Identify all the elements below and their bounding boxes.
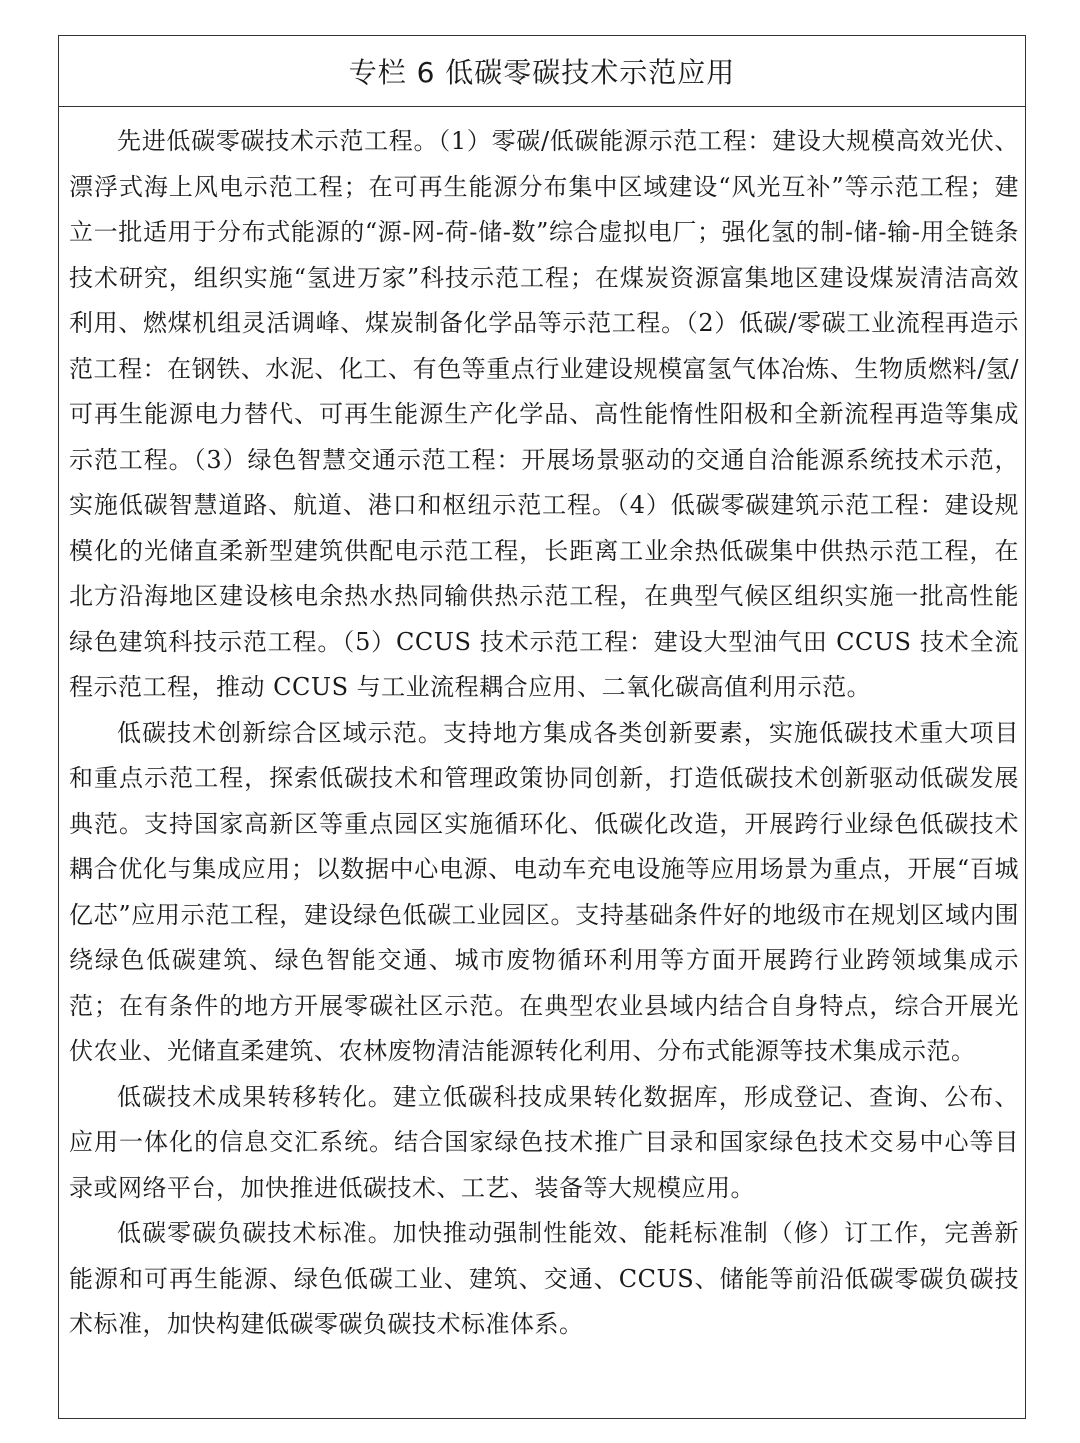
column-content <box>59 107 1025 1348</box>
paragraph-achievement-transfer: 低碳技术成果转移转化。建立低碳科技成果转化数据库，形成登记、查询、公布、应用一体化的信息交汇系统。结合国家绿色技术推广目录和国家绿色技术交易中心等目录或网络平台，加快推进低碳技术、工艺、装备等大规模应用。 <box>69 1082 1019 1202</box>
column-box <box>58 35 1026 1419</box>
paragraph-regional-demo: 低碳技术创新综合区域示范。支持地方集成各类创新要素，实施低碳技术重大项目和重点示范工程，探索低碳技术和管理政策协同创新，打造低碳技术创新驱动低碳发展典范。支持国家高新区等重点园区实施循环化、低碳化改造，开展跨行业绿色低碳技术耦合优化与集成应用；以数据中心电源、电动车充电设施等应用场景为重点，开展“百城亿芯”应用示范工程，建设绿色低碳工业园区。支持基础条件好的地级市在规划区域内围绕绿色低碳建筑、绿色智能交通、城市废物循环利用等方面开展跨行业跨领域集成示范；在有条件的地方开展零碳社区示范。在典型农业县域内结合自身特点，综合开展光伏农业、光储直柔建筑、农林废物清洁能源转化利用、分布式能源等技术集成示范。 <box>69 718 1019 1065</box>
paragraph-technical-standards: 低碳零碳负碳技术标准。加快推动强制性能效、能耗标准制（修）订工作，完善新能源和可再生能源、绿色低碳工业、建筑、交通、CCUS、储能等前沿低碳零碳负碳技术标准，加快构建低碳零碳负碳技术标准体系。 <box>69 1219 1019 1338</box>
column-title: 专栏 6 低碳零碳技术示范应用 <box>59 36 1025 107</box>
paragraph-demo-projects: 先进低碳零碳技术示范工程。（1）零碳/低碳能源示范工程：建设大规模高效光伏、漂浮式海上风电示范工程；在可再生能源分布集中区域建设“风光互补”等示范工程；建立一批适用于分布式能源的“源-网-荷-储-数”综合虚拟电厂；强化氢的制-储-输-用全链条技术研究，组织实施“氢进万家”科技示范工程；在煤炭资源富集地区建设煤炭清洁高效利用、燃煤机组灵活调峰、煤炭制备化学品等示范工程。（2）低碳/零碳工业流程再造示范工程：在钢铁、水泥、化工、有色等重点行业建设规模富氢气体冶炼、生物质燃料/氢/可再生能源电力替代、可再生能源生产化学品、高性能惰性阳极和全新流程再造等集成示范工程。（3）绿色智慧交通示范工程：开展场景驱动的交通自洽能源系统技术示范，实施低碳智慧道路、航道、港口和枢纽示范工程。（4）低碳零碳建筑示范工程：建设规模化的光储直柔新型建筑供配电示范工程，长距离工业余热低碳集中供热示范工程，在北方沿海地区建设核电余热水热同输供热示范工程，在典型气候区组织实施一批高性能绿色建筑科技示范工程。（5）CCUS 技术示范工程：建设大型油气田 CCUS 技术全流程示范工程，推动 CCUS 与工业流程耦合应用、二氧化碳高值利用示范。 <box>69 127 1019 701</box>
